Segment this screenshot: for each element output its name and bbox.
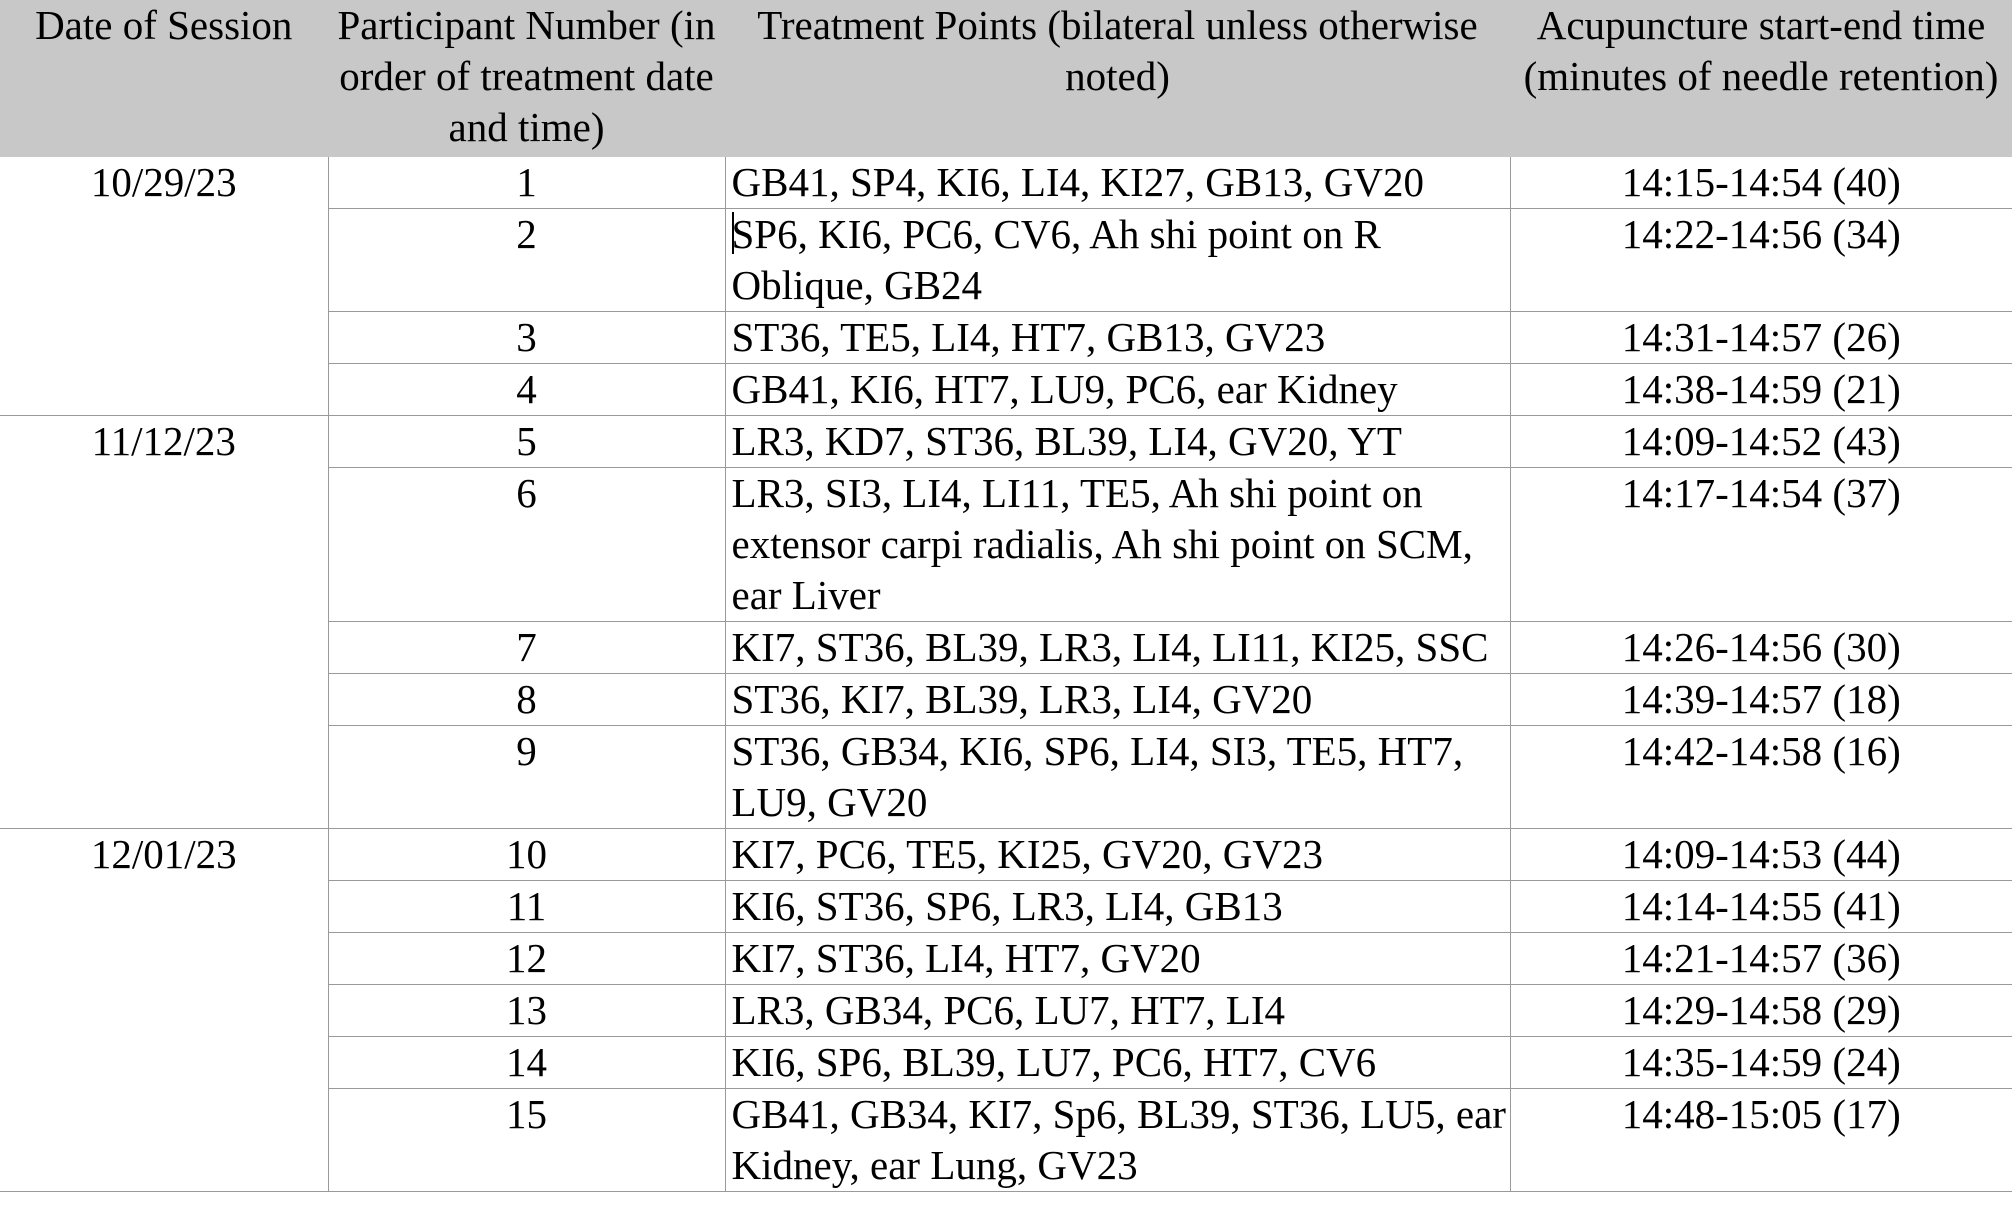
participant-number: 9 — [328, 726, 725, 829]
session-date: 11/12/23 — [0, 416, 328, 829]
header-acupuncture-time: Acupuncture start-end time (minutes of needle retention) — [1510, 0, 2012, 157]
participant-number: 10 — [328, 829, 725, 881]
participant-number: 12 — [328, 933, 725, 985]
needle-time: 14:17-14:54 (37) — [1510, 468, 2012, 622]
header-participant-number: Participant Number (in order of treatment date and time) — [328, 0, 725, 157]
participant-number: 6 — [328, 468, 725, 622]
needle-time: 14:29-14:58 (29) — [1510, 985, 2012, 1037]
treatment-points: LR3, KD7, ST36, BL39, LI4, GV20, YT — [725, 416, 1510, 468]
needle-time: 14:09-14:52 (43) — [1510, 416, 2012, 468]
treatment-points: GB41, GB34, KI7, Sp6, BL39, ST36, LU5, ear Kidney, ear Lung, GV23 — [725, 1089, 1510, 1192]
needle-time: 14:21-14:57 (36) — [1510, 933, 2012, 985]
header-row — [0, 0, 2012, 157]
needle-time: 14:31-14:57 (26) — [1510, 312, 2012, 364]
participant-number: 15 — [328, 1089, 725, 1192]
participant-number: 1 — [328, 157, 725, 209]
needle-time: 14:38-14:59 (21) — [1510, 364, 2012, 416]
treatment-points: ST36, KI7, BL39, LR3, LI4, GV20 — [725, 674, 1510, 726]
treatment-points: KI7, PC6, TE5, KI25, GV20, GV23 — [725, 829, 1510, 881]
treatment-points: KI6, SP6, BL39, LU7, PC6, HT7, CV6 — [725, 1037, 1510, 1089]
participant-number: 7 — [328, 622, 725, 674]
needle-time: 14:22-14:56 (34) — [1510, 209, 2012, 312]
treatment-points: GB41, SP4, KI6, LI4, KI27, GB13, GV20 — [725, 157, 1510, 209]
treatment-points-with-cursor[interactable] — [725, 209, 1510, 312]
needle-time: 14:35-14:59 (24) — [1510, 1037, 2012, 1089]
header-date-of-session: Date of Session — [0, 0, 328, 157]
session-date: 12/01/23 — [0, 829, 328, 1192]
participant-number: 5 — [328, 416, 725, 468]
table-row — [0, 157, 2012, 209]
treatment-points: SP6, KI6, PC6, CV6, Ah shi point on R Oblique, GB24 — [731, 211, 1381, 308]
participant-number: 4 — [328, 364, 725, 416]
treatment-points: ST36, TE5, LI4, HT7, GB13, GV23 — [725, 312, 1510, 364]
table-row — [0, 829, 2012, 881]
participant-number: 11 — [328, 881, 725, 933]
treatment-points: GB41, KI6, HT7, LU9, PC6, ear Kidney — [725, 364, 1510, 416]
treatment-points: KI7, ST36, BL39, LR3, LI4, LI11, KI25, SSC — [725, 622, 1510, 674]
treatment-points: ST36, GB34, KI6, SP6, LI4, SI3, TE5, HT7, LU9, GV20 — [725, 726, 1510, 829]
participant-number: 13 — [328, 985, 725, 1037]
participant-number: 8 — [328, 674, 725, 726]
needle-time: 14:48-15:05 (17) — [1510, 1089, 2012, 1192]
header-treatment-points: Treatment Points (bilateral unless otherwise noted) — [725, 0, 1510, 157]
treatment-points: LR3, GB34, PC6, LU7, HT7, LI4 — [725, 985, 1510, 1037]
participant-number: 14 — [328, 1037, 725, 1089]
participant-number: 2 — [328, 209, 725, 312]
treatment-points: LR3, SI3, LI4, LI11, TE5, Ah shi point on extensor carpi radialis, Ah shi point on SCM, ear Liver — [725, 468, 1510, 622]
needle-time: 14:26-14:56 (30) — [1510, 622, 2012, 674]
participant-number: 3 — [328, 312, 725, 364]
session-date: 10/29/23 — [0, 157, 328, 416]
needle-time: 14:14-14:55 (41) — [1510, 881, 2012, 933]
needle-time: 14:09-14:53 (44) — [1510, 829, 2012, 881]
needle-time: 14:15-14:54 (40) — [1510, 157, 2012, 209]
needle-time: 14:42-14:58 (16) — [1510, 726, 2012, 829]
needle-time: 14:39-14:57 (18) — [1510, 674, 2012, 726]
treatment-points: KI7, ST36, LI4, HT7, GV20 — [725, 933, 1510, 985]
treatment-points: KI6, ST36, SP6, LR3, LI4, GB13 — [725, 881, 1510, 933]
table-row — [0, 416, 2012, 468]
